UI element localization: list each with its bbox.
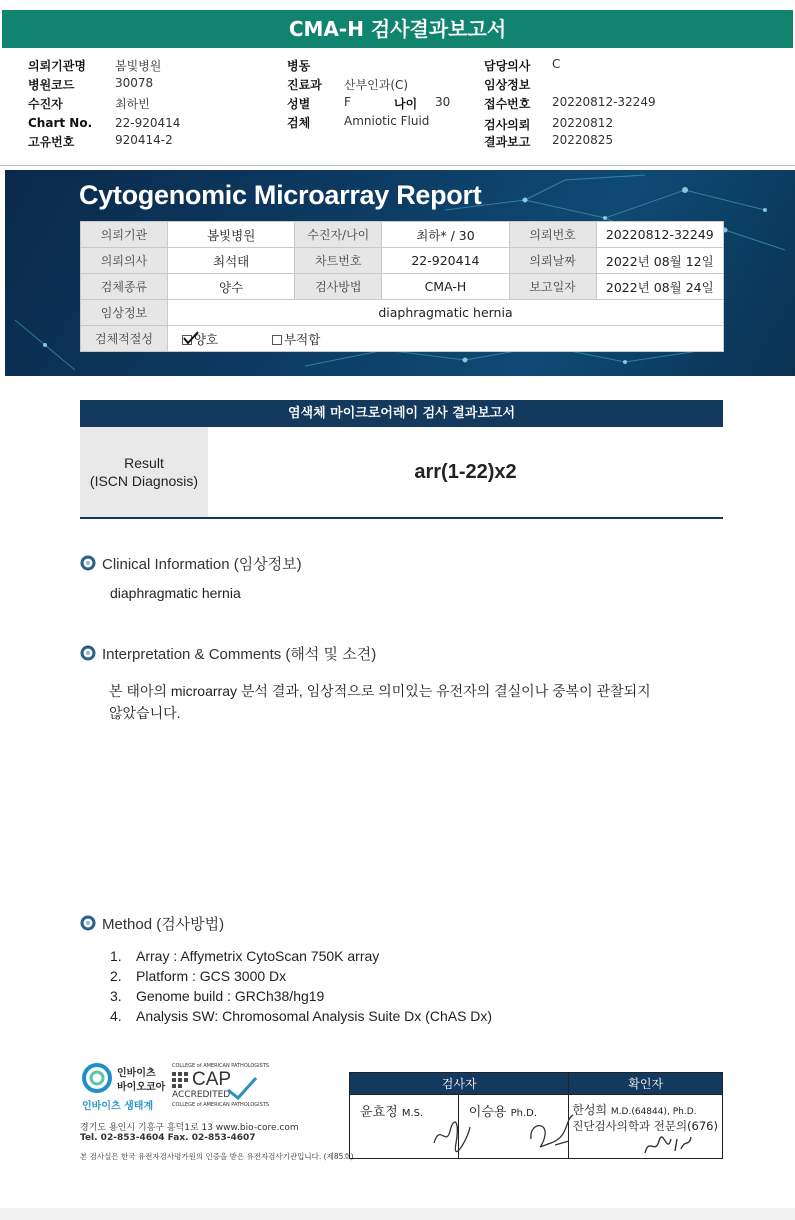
examiner2-name: 이승용 [468,1105,507,1120]
cell-header: 의뢰날짜 [509,248,596,274]
list-number: 2. [110,968,122,984]
info-label: 수진자 [28,97,63,111]
list-item [110,986,492,1006]
info-label: Chart No. [28,116,93,130]
list-item [110,1006,492,1026]
info-label: 검사의뢰 [484,118,531,132]
result-divider [80,517,723,519]
confirmer-name: 한성희 [572,1103,608,1117]
info-value: Amniotic Fluid [344,114,430,128]
tel-text: Tel. 02-853-4604 Fax. 02-853-4607 [80,1133,256,1143]
info-value: 22-920414 [115,116,181,130]
examiner-header: 검사자 [350,1073,569,1095]
clinical-title: Clinical Information (임상정보) [102,556,302,573]
banner-title: Cytogenomic Microarray Report [79,180,482,210]
info-value: C [552,57,561,71]
interpretation-line2: 않았습니다. [109,705,181,721]
cell-value: 22-920414 [382,248,509,274]
list-item [110,946,492,966]
result-label [80,427,208,517]
info-label: 진료과 [287,78,322,92]
info-label: 임상정보 [484,78,531,92]
cap-grid-icon [172,1072,190,1090]
info-label: 접수번호 [484,97,531,111]
cap-sub-text: ACCREDITED [172,1090,231,1100]
clinical-section-title [80,553,302,574]
method-section-title [80,913,224,934]
info-value: 봄빛병원 [115,59,162,73]
adequacy-bad-label: 부적합 [284,331,321,347]
examiner1-name: 윤효정 [360,1105,398,1120]
list-text: Platform : GCS 3000 Dx [136,968,287,984]
adequacy-options [167,326,723,352]
cell-value: 20220812-32249 [596,222,723,248]
info-label: 병동 [287,59,311,73]
list-text: Analysis SW: Chromosomal Analysis Suite Dx (ChAS Dx) [136,1008,493,1024]
cap-check-icon [226,1076,258,1100]
examiner1-cell [350,1095,459,1159]
checkmark-icon [183,331,199,345]
cap-top-text: COLLEGE of AMERICAN PATHOLOGISTS [172,1063,270,1069]
info-value: 20220812 [552,116,614,130]
cap-main-text: CAP [192,1069,232,1090]
list-text: Genome build : GRCh38/hg19 [136,988,325,1004]
cell-header: 임상정보 [81,300,168,326]
cell-value: 2022년 08월 12일 [596,248,723,274]
cell-value: 최석태 [167,248,294,274]
logo-text: 인바이츠 [117,1068,156,1079]
info-value: 30 [435,95,451,109]
report-title: CMA-H 검사결과보고서 [2,10,793,48]
signature-confirmer-icon [641,1131,693,1159]
info-value: 최하빈 [115,97,150,111]
logo-text: 바이오코아 [117,1082,166,1093]
examiner1-title: M.S. [401,1108,424,1119]
adequacy-ok-checkbox[interactable] [182,335,192,345]
page-bottom-margin [0,1208,795,1220]
result-header: 염색체 마이크로어레이 검사 결과보고서 [80,400,723,427]
clinical-text: diaphragmatic hernia [110,585,241,601]
confirmer-specialty: 진단검사의학과 전문의(676) [572,1119,718,1133]
signature-table [349,1072,723,1159]
info-label: 의뢰기관명 [28,59,86,73]
cell-value: 최하* / 30 [382,222,509,248]
info-label: 담당의사 [484,59,531,73]
info-label: 성별 [287,97,311,111]
ring-bullet-icon [80,915,96,931]
report-header [0,0,795,48]
examiner2-title: Ph.D. [510,1108,538,1119]
info-label: 나이 [394,97,418,111]
report-banner [5,170,795,376]
interpretation-line1: 본 태아의 microarray 분석 결과, 임상적으로 의미있는 유전자의 결실이나 중복이 관찰되지 [109,683,651,699]
confirmer-title: M.D.(64844), Ph.D. [610,1107,697,1117]
cell-header: 차트번호 [295,248,382,274]
banner-info-table [80,221,724,352]
address-text: 경기도 용인시 기흥구 흥덕1로 13 www.bio-core.com [80,1123,299,1133]
patient-info [0,48,795,166]
cell-header: 검체적절성 [81,326,168,352]
method-list [110,946,492,1026]
adequacy-bad-checkbox[interactable] [272,335,282,345]
confirmer-cell [569,1095,723,1159]
logo-text: 인바이츠 생태계 [82,1101,154,1112]
ring-bullet-icon [80,555,96,571]
cell-header: 수진자/나이 [295,222,382,248]
info-value: 산부인과(C) [344,78,409,92]
info-value: 20220812-32249 [552,95,656,109]
cell-header: 의뢰번호 [509,222,596,248]
result-value: arr(1-22)x2 [414,461,517,483]
info-value: 30078 [115,76,154,90]
cell-value: CMA-H [382,274,509,300]
cell-header: 검사방법 [295,274,382,300]
method-title: Method (검사방법) [102,916,225,933]
info-label: 고유번호 [28,135,75,149]
cap-bottom-text: COLLEGE of AMERICAN PATHOLOGISTS [172,1102,270,1108]
list-item [110,966,492,986]
cell-header: 검체종류 [81,274,168,300]
list-number: 3. [110,988,122,1004]
result-label-line2: (ISCN Diagnosis) [89,473,199,489]
cell-header: 의뢰의사 [81,248,168,274]
biocore-logo-icon [80,1061,114,1095]
info-value: 920414-2 [115,133,173,147]
confirmer-header: 확인자 [569,1073,723,1095]
cell-header: 보고일자 [509,274,596,300]
certification-note: 본 검사실은 한국 유전자검사평가원의 인증을 받은 유전자검사기관입니다. (제85호) [80,1152,354,1161]
cell-header: 의뢰기관 [81,222,168,248]
ring-bullet-icon [80,645,96,661]
list-number: 4. [110,1008,122,1024]
adequacy-ok-label: 양호 [193,331,219,347]
cell-value: 2022년 08월 24일 [596,274,723,300]
info-value: 20220825 [552,133,614,147]
interpretation-title: Interpretation & Comments (해석 및 소견) [102,646,377,663]
interpretation-section-title [80,643,376,664]
clinical-value: diaphragmatic hernia [167,300,723,326]
cell-value: 봄빛병원 [167,222,294,248]
info-label: 검체 [287,116,311,130]
list-number: 1. [110,948,122,964]
result-label-line1: Result [124,455,164,471]
info-label: 결과보고 [484,135,531,149]
info-value: F [344,95,351,109]
info-label: 병원코드 [28,78,75,92]
examiner2-cell [458,1095,569,1159]
list-text: Array : Affymetrix CytoScan 750K array [136,948,380,964]
cell-value: 양수 [167,274,294,300]
